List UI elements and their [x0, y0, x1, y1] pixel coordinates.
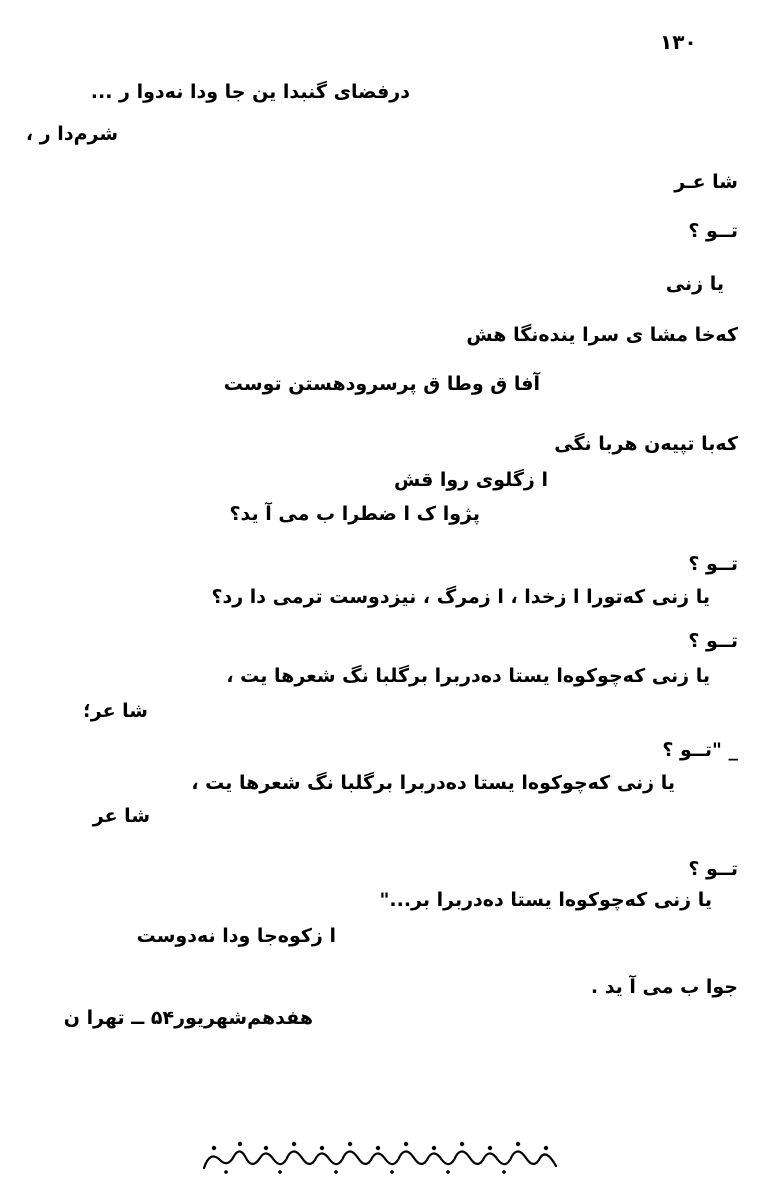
- poem-line: شرم‌دا ر ،: [25, 123, 118, 145]
- poem-line: ا زگلوی روا قش: [394, 469, 548, 491]
- poem-line: تــو ؟: [688, 630, 738, 652]
- poem-line: یا زنی که‌چوکوه‌ا یستا ده‌دربرا بر...": [379, 889, 712, 911]
- poem-line: یا زنی که‌چوکوه‌ا یستا ده‌دربرا برگلبا نگ شعرها یت ،: [191, 772, 675, 794]
- poem-line: _ "تــو ؟: [662, 739, 738, 761]
- poem-line: پژوا ک ا ضطرا ب می آ ید؟: [229, 503, 480, 525]
- poem-line: شا عر: [92, 805, 150, 827]
- poem-line: جوا ب می آ ید .: [590, 976, 738, 998]
- page-number: ۱۳۰: [660, 30, 697, 54]
- poem-line: تــو ؟: [688, 858, 738, 880]
- poem-line: که‌خا مشا ی سرا ینده‌نگا هش: [466, 324, 738, 346]
- ornament-divider: [200, 1138, 560, 1178]
- poem-line: یا زنی: [665, 273, 724, 295]
- poem-line: تــو ؟: [688, 553, 738, 575]
- poem-line: که‌با تپیه‌ن هربا نگی: [554, 433, 738, 455]
- poem-line: ا زکوه‌جا ودا نه‌دوست: [136, 925, 336, 947]
- signature-date: هفدهم‌شهریور۵۴ ــ تهرا ن: [63, 1007, 313, 1029]
- poem-line: درفضای گنبدا ین جا ودا نه‌دوا ر ...: [90, 81, 410, 103]
- poem-line: شا عـر: [674, 171, 738, 193]
- poem-line: یا زنی که‌چوکوه‌ا یستا ده‌دربرا برگلبا نگ شعرها یت ،: [226, 665, 710, 687]
- poem-line: آفا ق وطا ق پرسرودهستن توست: [223, 373, 540, 395]
- poem-line: یا زنی که‌تورا ا زخدا ، ا زمرگ ، نیزدوست ترمی دا رد؟: [211, 586, 710, 608]
- poem-line: شا عر؛: [83, 700, 148, 722]
- poem-line: تــو ؟: [688, 220, 738, 242]
